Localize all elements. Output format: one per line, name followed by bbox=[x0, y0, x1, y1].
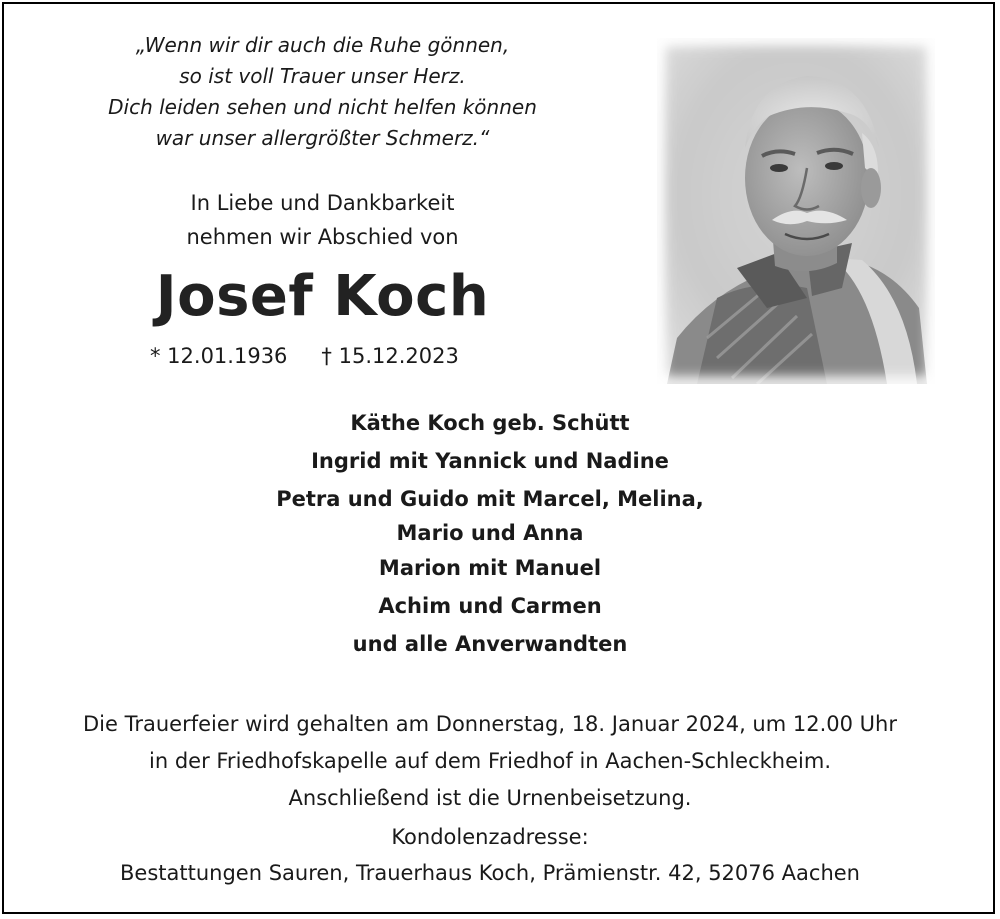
family-member: Achim und Carmen bbox=[378, 594, 602, 618]
family-member: und alle Anverwandten bbox=[352, 632, 628, 656]
life-dates bbox=[150, 340, 500, 372]
quote-line: „Wenn wir dir auch die Ruhe gönnen, bbox=[135, 33, 510, 57]
memorial-quote bbox=[40, 30, 605, 154]
notice-line: Die Trauerfeier wird gehalten am Donnerstag, 18. Januar 2024, um 12.00 Uhr bbox=[83, 712, 897, 736]
family-list bbox=[150, 404, 830, 663]
condolence-label: Kondolenzadresse: bbox=[391, 825, 589, 849]
condolence-address: Bestattungen Sauren, Trauerhaus Koch, Prämienstr. 42, 52076 Aachen bbox=[120, 861, 860, 885]
funeral-notice bbox=[10, 706, 970, 892]
death-date: † 15.12.2023 bbox=[321, 344, 459, 368]
family-member: Käthe Koch geb. Schütt bbox=[350, 411, 630, 435]
intro-text bbox=[40, 186, 605, 254]
family-member: Petra und Guido mit Marcel, Melina, bbox=[276, 487, 704, 511]
notice-line: in der Friedhofskapelle auf dem Friedhof in Aachen-Schleckheim. bbox=[149, 749, 831, 773]
quote-line: war unser allergrößter Schmerz.“ bbox=[155, 126, 490, 150]
quote-line: so ist voll Trauer unser Herz. bbox=[179, 64, 466, 88]
family-member: Marion mit Manuel bbox=[378, 556, 602, 580]
portrait-photo bbox=[657, 38, 935, 384]
birth-date: * 12.01.1936 bbox=[150, 344, 288, 368]
quote-line: Dich leiden sehen und nicht helfen können bbox=[108, 95, 537, 119]
intro-line: nehmen wir Abschied von bbox=[186, 225, 459, 249]
notice-line: Anschließend ist die Urnenbeisetzung. bbox=[288, 786, 692, 810]
intro-line: In Liebe und Dankbarkeit bbox=[190, 191, 455, 215]
family-member: Mario und Anna bbox=[396, 521, 584, 545]
deceased-name: Josef Koch bbox=[155, 264, 490, 329]
family-member: Ingrid mit Yannick und Nadine bbox=[311, 449, 669, 473]
